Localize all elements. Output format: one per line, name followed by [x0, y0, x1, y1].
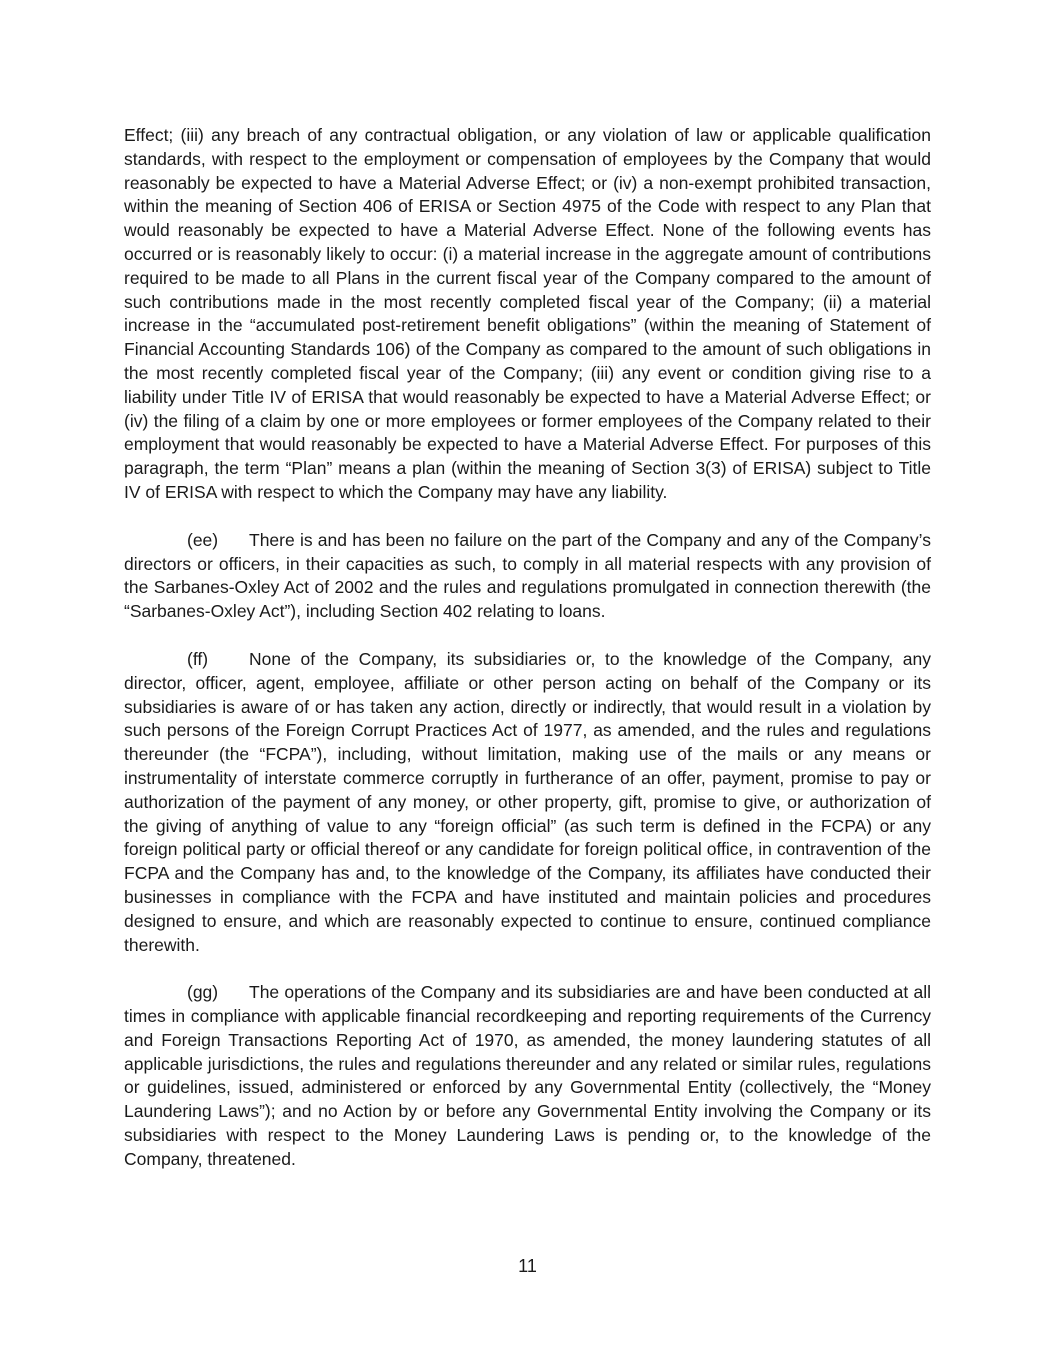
document-body	[124, 124, 931, 1196]
paragraph-continuation	[124, 124, 931, 505]
paragraph-ee	[124, 529, 931, 624]
page-number: 11	[518, 1256, 537, 1276]
paragraph-label: (ff)	[187, 648, 209, 669]
paragraph-text: None of the Company, its subsidiaries or, to the knowledge of the Company, any director, officer, agent, employee, affiliate or other person acting on behalf of the Company or its subsidiaries is aware of or has taken any action, directly or indirectly, that would result in a violation by such persons of the Foreign Corrupt Practices Act of 1977, as amended, and the rules and regulations thereunder (the “FCPA”), including, without limitation, making use of the mails or any means or instrumentality of interstate commerce corruptly in furtherance of an offer, payment, promise to pay or authorization of the payment of any money, or other property, gift, promise to give, or authorization of the giving of anything of value to any “foreign official” (as such term is defined in the FCPA) or any foreign political party or official thereof or any candidate for foreign political office, in contravention of the FCPA and the Company has and, to the knowledge of the Company, its affiliates have conducted their businesses in compliance with the FCPA and have instituted and maintain policies and procedures designed to ensure, and which are reasonably expected to continue to ensure, continued compliance therewith.	[124, 648, 931, 955]
paragraph-ff	[124, 648, 931, 957]
paragraph-gg	[124, 981, 931, 1171]
paragraph-text: Effect; (iii) any breach of any contractual obligation, or any violation of law or applicable qualification standards, with respect to the employment or compensation of employees by the Company that would reasonably be expected to have a Material Adverse Effect; or (iv) a non-exempt prohibited transaction, within the meaning of Section 406 of ERISA or Section 4975 of the Code with respect to any Plan that would reasonably be expected to have a Material Adverse Effect. None of the following events has occurred or is reasonably likely to occur: (i) a material increase in the aggregate amount of contributions required to be made to all Plans in the current fiscal year of the Company compared to the amount of such contributions made in the most recently completed fiscal year of the Company; (ii) a material increase in the “accumulated post-retirement benefit obligations” (within the meaning of Statement of Financial Accounting Standards 106) of the Company as compared to the amount of such obligations in the most recently completed fiscal year of the Company; (iii) any event or condition giving rise to a liability under Title IV of ERISA that would reasonably be expected to have a Material Adverse Effect; or (iv) the filing of a claim by one or more employees or former employees of the Company related to their employment that would reasonably be expected to have a Material Adverse Effect. For purposes of this paragraph, the term “Plan” means a plan (within the meaning of Section 3(3) of ERISA) subject to Title IV of ERISA with respect to which the Company may have any liability.	[124, 125, 931, 502]
paragraph-text: The operations of the Company and its subsidiaries are and have been conducted at all times in compliance with applicable financial recordkeeping and reporting requirements of the Currency and Foreign Transactions Reporting Act of 1970, as amended, the money laundering statutes of all applicable jurisdictions, the rules and regulations thereunder and any related or similar rules, regulations or guidelines, issued, administered or enforced by any Governmental Entity (collectively, the “Money Laundering Laws”); and no Action by or before any Governmental Entity involving the Company or its subsidiaries with respect to the Money Laundering Laws is pending or, to the knowledge of the Company, threatened.	[124, 982, 931, 1169]
paragraph-label: (gg)	[187, 982, 219, 1003]
paragraph-label: (ee)	[187, 529, 219, 550]
paragraph-text: There is and has been no failure on the part of the Company and any of the Company’s directors or officers, in their capacities as such, to comply in all material respects with any provision of the Sarbanes-Oxley Act of 2002 and the rules and regulations promulgated in connection therewith (the “Sarbanes-Oxley Act”), including Section 402 relating to loans.	[124, 529, 931, 622]
